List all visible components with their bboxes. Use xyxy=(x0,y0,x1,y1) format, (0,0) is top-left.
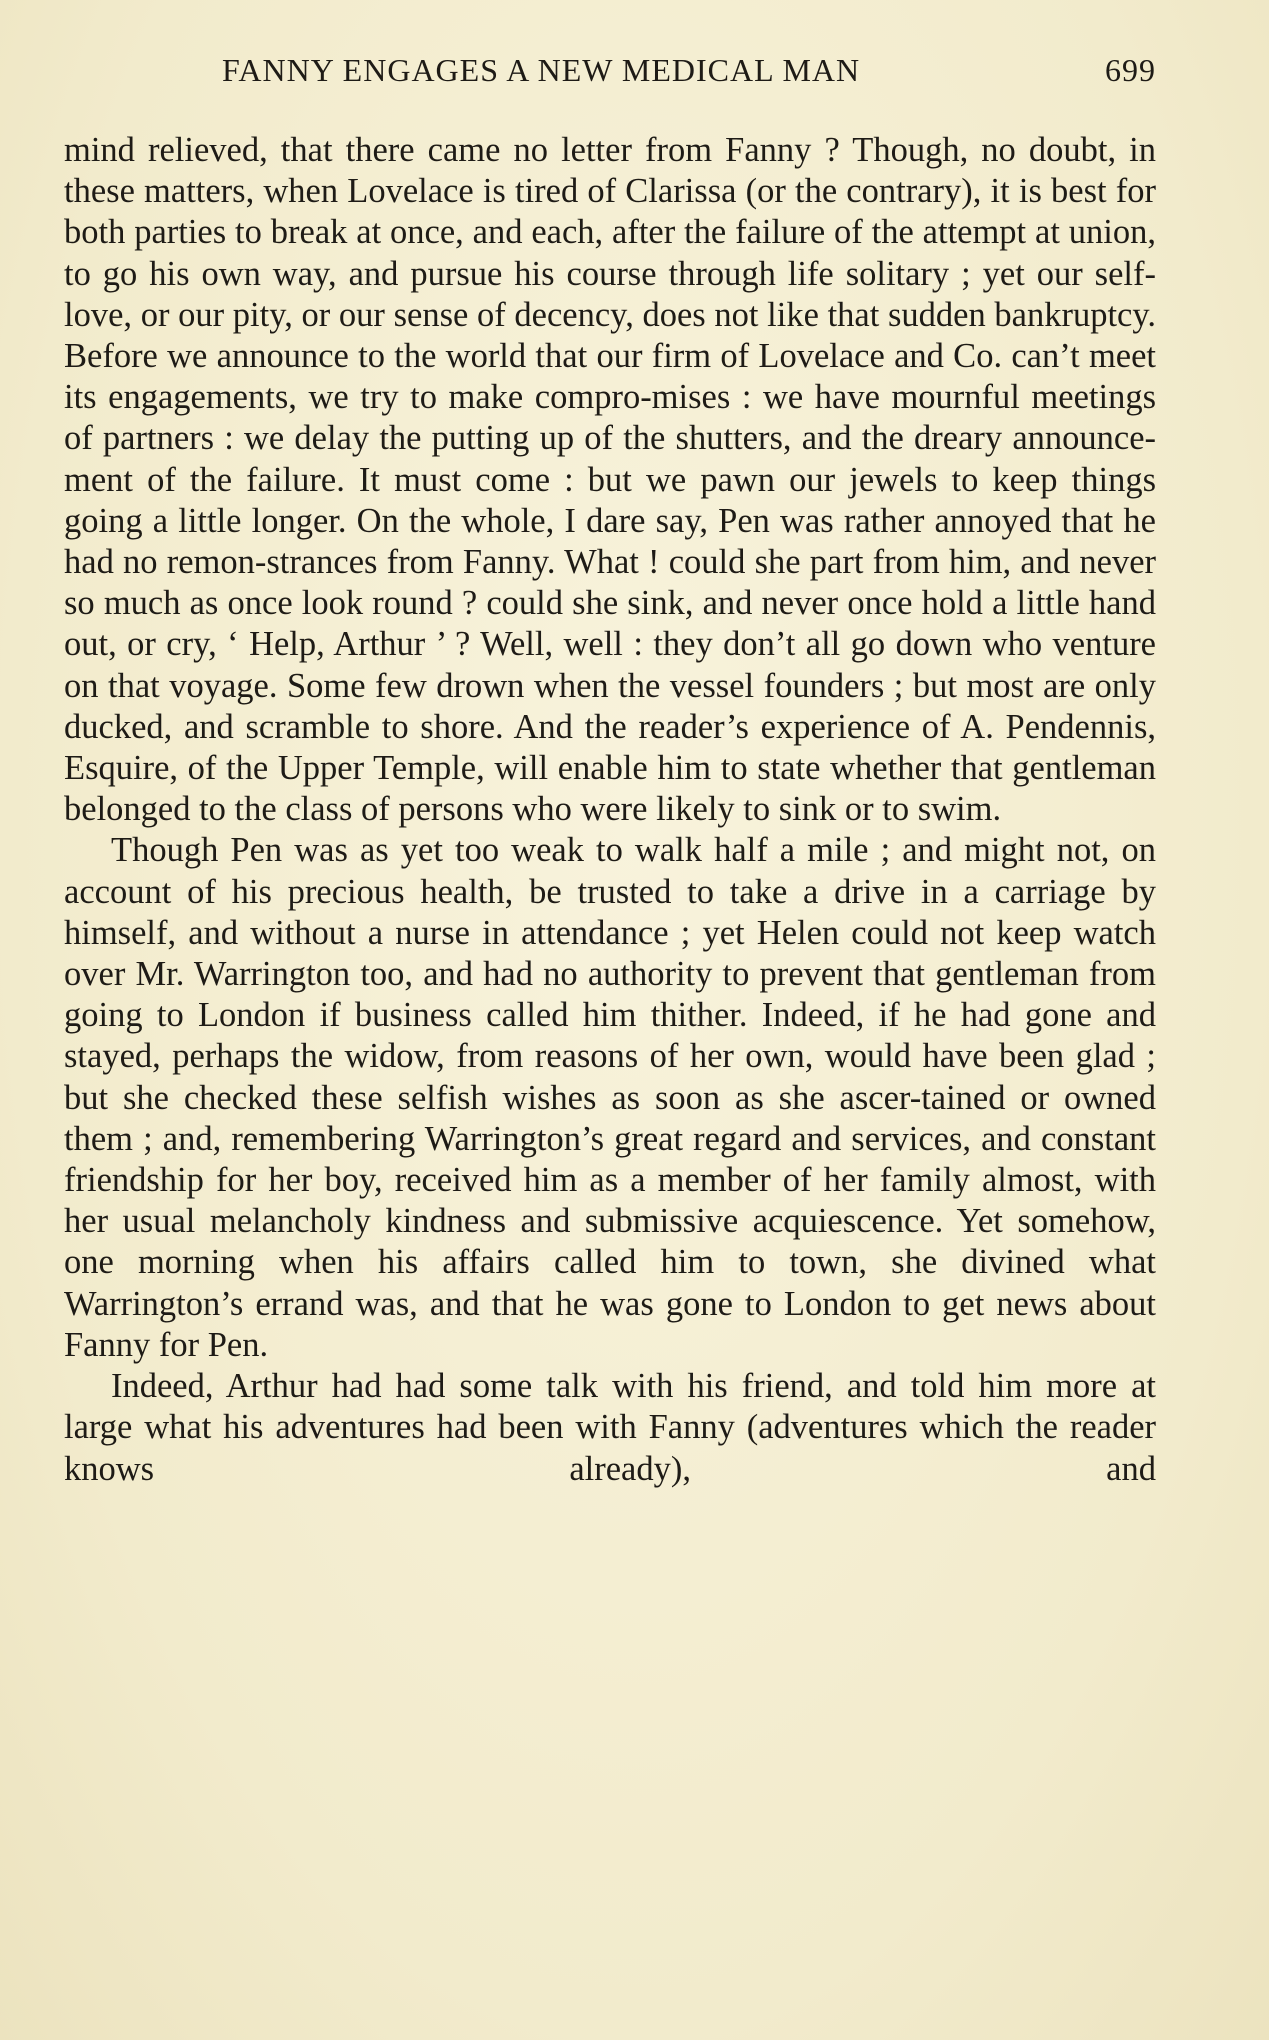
paragraph-3: Indeed, Arthur had had some talk with his friend, and told him more at large what his adventures had been with Fanny (adventures which the reader knows already), and xyxy=(64,1367,1156,1488)
running-title: FANNY ENGAGES A NEW MEDICAL MAN xyxy=(222,52,861,88)
running-head xyxy=(64,48,1156,98)
page-number: 699 xyxy=(1105,52,1156,88)
body-text xyxy=(64,130,1156,1490)
paragraph-1: mind relieved, that there came no letter from Fanny ? Though, no doubt, in these matters, when Lovelace is tired of Clarissa (or the contrary), it is best for both parties to break at once, and each, after the failure of the attempt at union, to go his own way, and pursue his course through life solitary ; yet our self-love, or our pity, or our sense of decency, does not like that sudden bankruptcy. Before we announce to the world that our firm of Lovelace and Co. can’t meet its engagements, we try to make compro-mises : we have mournful meetings of partners : we delay the putting up of the shutters, and the dreary announce-ment of the failure. It must come : but we pawn our jewels to keep things going a little longer. On the whole, I dare say, Pen was rather annoyed that he had no remon-strances from Fanny. What ! could she part from him, and never so much as once look round ? could she sink, and never once hold a little hand out, or cry, ‘ Help, Arthur ’ ? Well, well : they don’t all go down who venture on that voyage. Some few drown when the vessel founders ; but most are only ducked, and scramble to shore. And the reader’s experience of A. Pendennis, Esquire, of the Upper Temple, will enable him to state whether that gentleman belonged to the class of persons who were likely to sink or to swim. xyxy=(64,131,1156,829)
book-page xyxy=(64,48,1156,1490)
paragraph-2: Though Pen was as yet too weak to walk half a mile ; and might not, on account of his precious health, be trusted to take a drive in a carriage by himself, and without a nurse in attendance ; yet Helen could not keep watch over Mr. Warrington too, and had no authority to prevent that gentleman from going to London if business called him thither. Indeed, if he had gone and stayed, perhaps the widow, from reasons of her own, would have been glad ; but she checked these selfish wishes as soon as she ascer-tained or owned them ; and, remembering Warrington’s great regard and services, and constant friendship for her boy, received him as a member of her family almost, with her usual melancholy kindness and submissive acquiescence. Yet somehow, one morning when his affairs called him to town, she divined what Warrington’s errand was, and that he was gone to London to get news about Fanny for Pen. xyxy=(64,831,1156,1364)
